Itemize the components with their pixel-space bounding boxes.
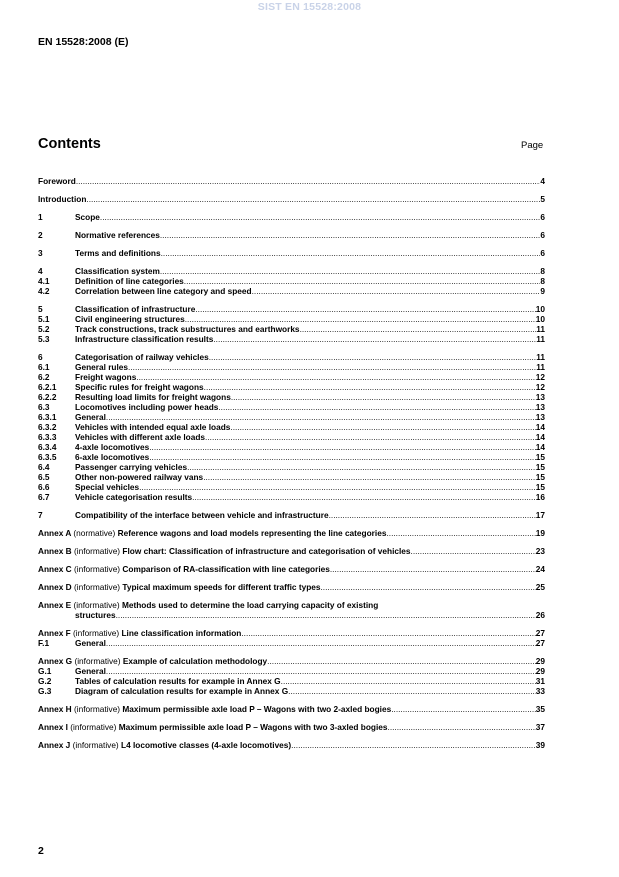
annex-kind: (informative) [73,564,121,574]
toc-entry-title [38,740,291,750]
toc-entry[interactable] [38,372,545,382]
toc-entry[interactable] [38,582,545,592]
leader-dots [321,582,536,592]
toc-page-number: 13 [535,402,545,412]
toc-section-number: 6.1 [38,362,50,372]
annex-label: Annex C [38,564,72,574]
toc-entry[interactable] [38,334,545,344]
toc-entry-title: Categorisation of railway vehicles [75,352,209,362]
toc-page-number: 19 [535,528,545,538]
toc-entry[interactable] [38,276,545,286]
leader-dots [329,510,536,520]
toc-page-number: 33 [535,686,545,696]
leader-dots [330,564,536,574]
toc-page-number: 35 [535,704,545,714]
toc-entry[interactable] [38,230,545,240]
leader-dots [136,372,535,382]
page-column-label: Page [521,140,544,151]
toc-entry-title [38,704,391,714]
leader-dots [106,638,536,648]
leader-dots [160,230,541,240]
annex-title: Example of calculation methodology [122,656,268,666]
annex-label: Annex G [38,656,73,666]
toc-entry-title: Vehicles with different axle loads [75,432,206,442]
toc-entry-title: Normative references [75,230,160,240]
annex-kind: (informative) [73,546,121,556]
contents-title: Contents [38,136,101,152]
annex-label: Annex D [38,582,72,592]
leader-dots [267,656,536,666]
toc-entry[interactable] [38,248,545,258]
toc-section-number: 6.7 [38,492,50,502]
toc-entry-title: General [75,666,106,676]
toc-section-number: 6.3.5 [38,452,57,462]
leader-dots [213,334,536,344]
leader-dots [204,382,536,392]
toc-page-number: 14 [535,432,545,442]
toc-entry[interactable] [38,212,545,222]
annex-title: Reference wagons and load models representing the line categories [117,528,387,538]
leader-dots [192,492,536,502]
annex-title: Methods used to determine the load carrying capacity of existing [121,600,379,610]
toc-entry-title [38,528,386,538]
leader-dots [187,462,536,472]
toc-page-number: 25 [535,582,545,592]
toc-page-number: 13 [535,412,545,422]
toc-entry-title: Specific rules for freight wagons [75,382,204,392]
toc-entry[interactable] [38,266,545,276]
toc-page-number: 6 [540,230,545,240]
toc-entry[interactable] [38,324,545,334]
toc-page-number: 11 [536,334,545,344]
toc-entry-title: 6-axle locomotives [75,452,150,462]
annex-title: Line classification information [121,628,242,638]
leader-dots [128,362,536,372]
toc-entry[interactable] [38,352,545,362]
toc-entry[interactable] [38,686,545,696]
leader-dots [195,304,535,314]
toc-page-number: 23 [535,546,545,556]
annex-kind: (normative) [73,528,116,538]
toc-entry[interactable] [38,722,545,732]
toc-entry-title: Scope [75,212,100,222]
document-id: EN 15528:2008 (E) [38,36,129,48]
toc-entry-title: General rules [75,362,129,372]
annex-label: Annex E [38,600,72,610]
toc-section-number: 6.5 [38,472,50,482]
toc-section-number: 6.3 [38,402,50,412]
toc-page-number: 14 [535,422,545,432]
leader-dots [281,676,536,686]
annex-kind: (informative) [73,600,120,610]
toc-page-number: 13 [535,392,545,402]
toc-page-number: 10 [535,304,545,314]
leader-dots [231,392,536,402]
toc-section-number: 4.2 [38,286,50,296]
leader-dots [205,432,536,442]
annex-label: Annex F [38,628,71,638]
toc-section-number: 6.2.1 [38,382,57,392]
toc-page-number: 8 [540,266,545,276]
toc-entry-title: Special vehicles [75,482,140,492]
toc-section-number: G.1 [38,666,52,676]
toc-entry[interactable] [38,442,545,452]
leader-dots [209,352,537,362]
toc-page-number: 11 [536,324,545,334]
annex-kind: (informative) [73,704,121,714]
toc-entry[interactable] [38,628,545,638]
toc-page-number: 39 [535,740,545,750]
toc-page-number: 12 [535,382,545,392]
toc-entry-title: Vehicle categorisation results [75,492,193,502]
toc-entry-title [38,722,388,732]
toc-entry[interactable] [38,472,545,482]
toc-page-number: 29 [535,656,545,666]
toc-entry-title [38,600,378,610]
toc-entry[interactable] [38,176,545,186]
toc-entry-title [38,656,267,666]
toc-entry[interactable] [38,452,545,462]
annex-title: Comparison of RA-classification with line categories [122,564,330,574]
toc-section-number: 1 [38,212,43,222]
toc-page-number: 16 [535,492,545,502]
toc-entry[interactable] [38,510,545,520]
annex-title: L4 locomotive classes (4-axle locomotives) [121,740,292,750]
toc-section-number: 6.3.3 [38,432,57,442]
toc-section-number: 5 [38,304,43,314]
leader-dots [300,324,537,334]
toc-entry[interactable] [38,362,545,372]
toc-entry-title: Infrastructure classification results [75,334,214,344]
toc-page-number: 27 [535,638,545,648]
toc-entry[interactable] [38,194,545,204]
annex-kind: (informative) [70,722,117,732]
toc-entry[interactable] [38,676,545,686]
toc-entry[interactable] [38,402,545,412]
toc-section-number: F.1 [38,638,50,648]
toc-section-number: 5.3 [38,334,50,344]
toc-entry[interactable] [38,286,545,296]
toc-entry[interactable] [38,422,545,432]
annex-kind: (informative) [74,656,121,666]
table-of-contents [38,176,545,750]
toc-entry-title: Locomotives including power heads [75,402,219,412]
toc-entry[interactable] [38,638,545,648]
toc-entry[interactable] [38,546,545,556]
toc-entry-title: Definition of line categories [75,276,184,286]
leader-dots [411,546,536,556]
toc-entry-title: Tables of calculation results for example in Annex G [75,676,281,686]
toc-page-number: 37 [535,722,545,732]
toc-page-number: 12 [535,372,545,382]
annex-kind: (informative) [73,582,121,592]
toc-entry-title: Introduction [38,194,87,204]
toc-entry[interactable] [38,432,545,442]
toc-page-number: 15 [535,472,545,482]
annex-label: Annex B [38,546,72,556]
toc-page-number: 8 [540,276,545,286]
toc-entry-title: Vehicles with intended equal axle loads [75,422,231,432]
toc-entry-title [38,582,321,592]
toc-entry-title: Track constructions, track substructures and earthworks [75,324,300,334]
toc-entry-title: Correlation between line category and speed [75,286,252,296]
leader-dots [184,276,541,286]
toc-page-number: 9 [540,286,545,296]
toc-entry-title: General [75,412,106,422]
toc-section-number: 5.2 [38,324,50,334]
annex-title: Typical maximum speeds for different traffic types [122,582,321,592]
toc-page-number: 27 [535,628,545,638]
annex-label: Annex H [38,704,72,714]
toc-section-number: 6.3.1 [38,412,57,422]
leader-dots [203,472,536,482]
annex-kind: (informative) [73,628,120,638]
toc-section-number: G.3 [38,686,52,696]
toc-entry[interactable] [38,482,545,492]
toc-entry-title: 4-axle locomotives [75,442,150,452]
toc-entry[interactable] [38,382,545,392]
toc-page-number: 15 [535,452,545,462]
toc-entry[interactable] [38,666,545,676]
toc-entry-title: Foreword [38,176,76,186]
toc-page-number: 26 [535,610,545,620]
annex-label: Annex I [38,722,68,732]
leader-dots [288,686,536,696]
toc-section-number: G.2 [38,676,52,686]
toc-page-number: 14 [535,442,545,452]
leader-dots [218,402,535,412]
toc-page-number: 4 [540,176,545,186]
toc-section-number: 2 [38,230,43,240]
toc-page-number: 6 [540,212,545,222]
toc-entry-title [38,546,411,556]
toc-page-number: 6 [540,248,545,258]
toc-page-number: 10 [535,314,545,324]
annex-title: Maximum permissible axle load P – Wagons with two 3-axled bogies [118,722,388,732]
leader-dots [106,412,536,422]
toc-section-number: 6.2.2 [38,392,57,402]
toc-section-number: 6.2 [38,372,50,382]
leader-dots [100,212,540,222]
leader-dots [76,176,541,186]
leader-dots [388,722,536,732]
leader-dots [386,528,535,538]
toc-entry[interactable] [38,314,545,324]
toc-entry[interactable] [38,304,545,314]
toc-entry-title: Diagram of calculation results for example in Annex G [75,686,289,696]
toc-entry[interactable] [38,392,545,402]
toc-entry-title: Passenger carrying vehicles [75,462,188,472]
toc-entry-title [38,628,241,638]
toc-entry[interactable] [38,462,545,472]
annex-title-continued: structures [75,610,116,620]
toc-entry-title: General [75,638,106,648]
leader-dots [106,666,536,676]
leader-dots [139,482,536,492]
toc-section-number: 5.1 [38,314,50,324]
toc-entry[interactable] [38,740,545,750]
toc-page-number: 11 [536,352,545,362]
leader-dots [116,610,536,620]
toc-entry[interactable] [38,528,545,538]
toc-section-number: 6 [38,352,43,362]
annex-title: Flow chart: Classification of infrastructure and categorisation of vehicles [122,546,411,556]
toc-page-number: 11 [536,362,545,372]
toc-page-number: 15 [535,462,545,472]
toc-entry[interactable] [38,600,545,620]
toc-entry-title: Classification system [75,266,160,276]
toc-entry[interactable] [38,704,545,714]
toc-page-number: 5 [540,194,545,204]
toc-page-number: 15 [535,482,545,492]
leader-dots [230,422,535,432]
leader-dots [185,314,536,324]
annex-label: Annex A [38,528,72,538]
toc-entry-title: Other non-powered railway vans [75,472,204,482]
toc-section-number: 6.3.4 [38,442,57,452]
toc-entry-title: Classification of infrastructure [75,304,196,314]
toc-entry[interactable] [38,656,545,666]
leader-dots [252,286,541,296]
toc-page-number: 24 [535,564,545,574]
toc-section-number: 4 [38,266,43,276]
leader-dots [160,266,541,276]
toc-entry-title: Terms and definitions [75,248,161,258]
leader-dots [149,452,536,462]
toc-entry-title: Resulting load limits for freight wagons [75,392,231,402]
leader-dots [149,442,536,452]
toc-page-number: 29 [535,666,545,676]
toc-section-number: 4.1 [38,276,50,286]
leader-dots [241,628,535,638]
annex-kind: (informative) [72,740,119,750]
leader-dots [86,194,540,204]
toc-entry-title: Compatibility of the interface between vehicle and infrastructure [75,510,329,520]
toc-entry-title: Civil engineering structures [75,314,185,324]
toc-page-number: 31 [535,676,545,686]
annex-title: Maximum permissible axle load P – Wagons with two 2-axled bogies [122,704,392,714]
toc-section-number: 7 [38,510,43,520]
toc-entry[interactable] [38,412,545,422]
toc-section-number: 6.4 [38,462,50,472]
toc-section-number: 3 [38,248,43,258]
toc-page-number: 17 [535,510,545,520]
leader-dots [161,248,541,258]
annex-label: Annex J [38,740,71,750]
toc-entry[interactable] [38,492,545,502]
watermark: SIST EN 15528:2008 [257,1,362,13]
toc-entry-title [38,564,330,574]
leader-dots [291,740,536,750]
toc-entry-title: Freight wagons [75,372,137,382]
leader-dots [391,704,536,714]
toc-section-number: 6.6 [38,482,50,492]
page-number: 2 [38,845,44,857]
toc-entry[interactable] [38,564,545,574]
toc-section-number: 6.3.2 [38,422,57,432]
